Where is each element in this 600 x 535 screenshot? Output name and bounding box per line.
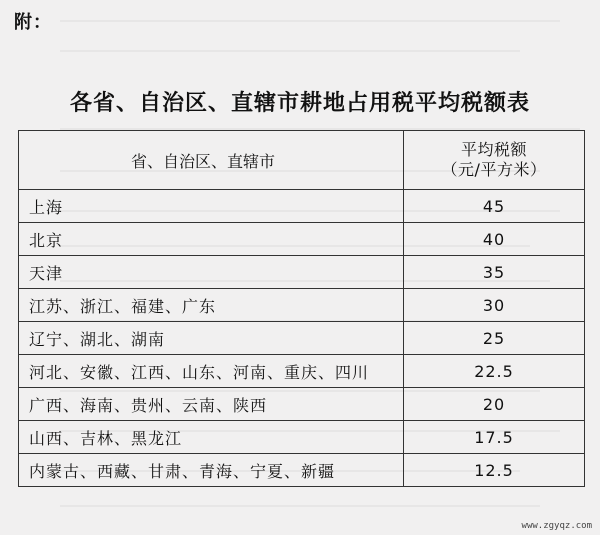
rate-cell: 17.5 xyxy=(404,421,585,454)
header-region: 省、自治区、直辖市 xyxy=(19,131,404,190)
region-cell: 天津 xyxy=(19,256,404,289)
region-cell: 江苏、浙江、福建、广东 xyxy=(19,289,404,322)
rate-cell: 45 xyxy=(404,190,585,223)
rate-cell: 25 xyxy=(404,322,585,355)
tax-rate-table xyxy=(18,130,585,487)
table-row xyxy=(19,322,585,355)
table-row xyxy=(19,421,585,454)
header-rate-line2: （元/平方米） xyxy=(441,160,547,179)
table-row xyxy=(19,289,585,322)
region-cell: 北京 xyxy=(19,223,404,256)
region-cell: 河北、安徽、江西、山东、河南、重庆、四川 xyxy=(19,355,404,388)
page-title: 各省、自治区、直辖市耕地占用税平均税额表 xyxy=(69,91,530,116)
table-row xyxy=(19,388,585,421)
header-rate xyxy=(404,131,585,190)
table-row xyxy=(19,223,585,256)
rate-cell: 40 xyxy=(404,223,585,256)
rate-cell: 22.5 xyxy=(404,355,585,388)
rate-cell: 20 xyxy=(404,388,585,421)
site-watermark: www.zgyqz.com xyxy=(521,521,592,531)
table-row xyxy=(19,454,585,487)
region-cell: 上海 xyxy=(19,190,404,223)
rate-cell: 12.5 xyxy=(404,454,585,487)
table-row xyxy=(19,256,585,289)
region-cell: 内蒙古、西藏、甘肃、青海、宁夏、新疆 xyxy=(19,454,404,487)
header-rate-line1: 平均税额 xyxy=(460,140,527,159)
attachment-label: 附： xyxy=(14,12,52,33)
table-header-row xyxy=(19,131,585,190)
rate-cell: 30 xyxy=(404,289,585,322)
region-cell: 广西、海南、贵州、云南、陕西 xyxy=(19,388,404,421)
region-cell: 辽宁、湖北、湖南 xyxy=(19,322,404,355)
region-cell: 山西、吉林、黑龙江 xyxy=(19,421,404,454)
table-row xyxy=(19,190,585,223)
table-row xyxy=(19,355,585,388)
rate-cell: 35 xyxy=(404,256,585,289)
